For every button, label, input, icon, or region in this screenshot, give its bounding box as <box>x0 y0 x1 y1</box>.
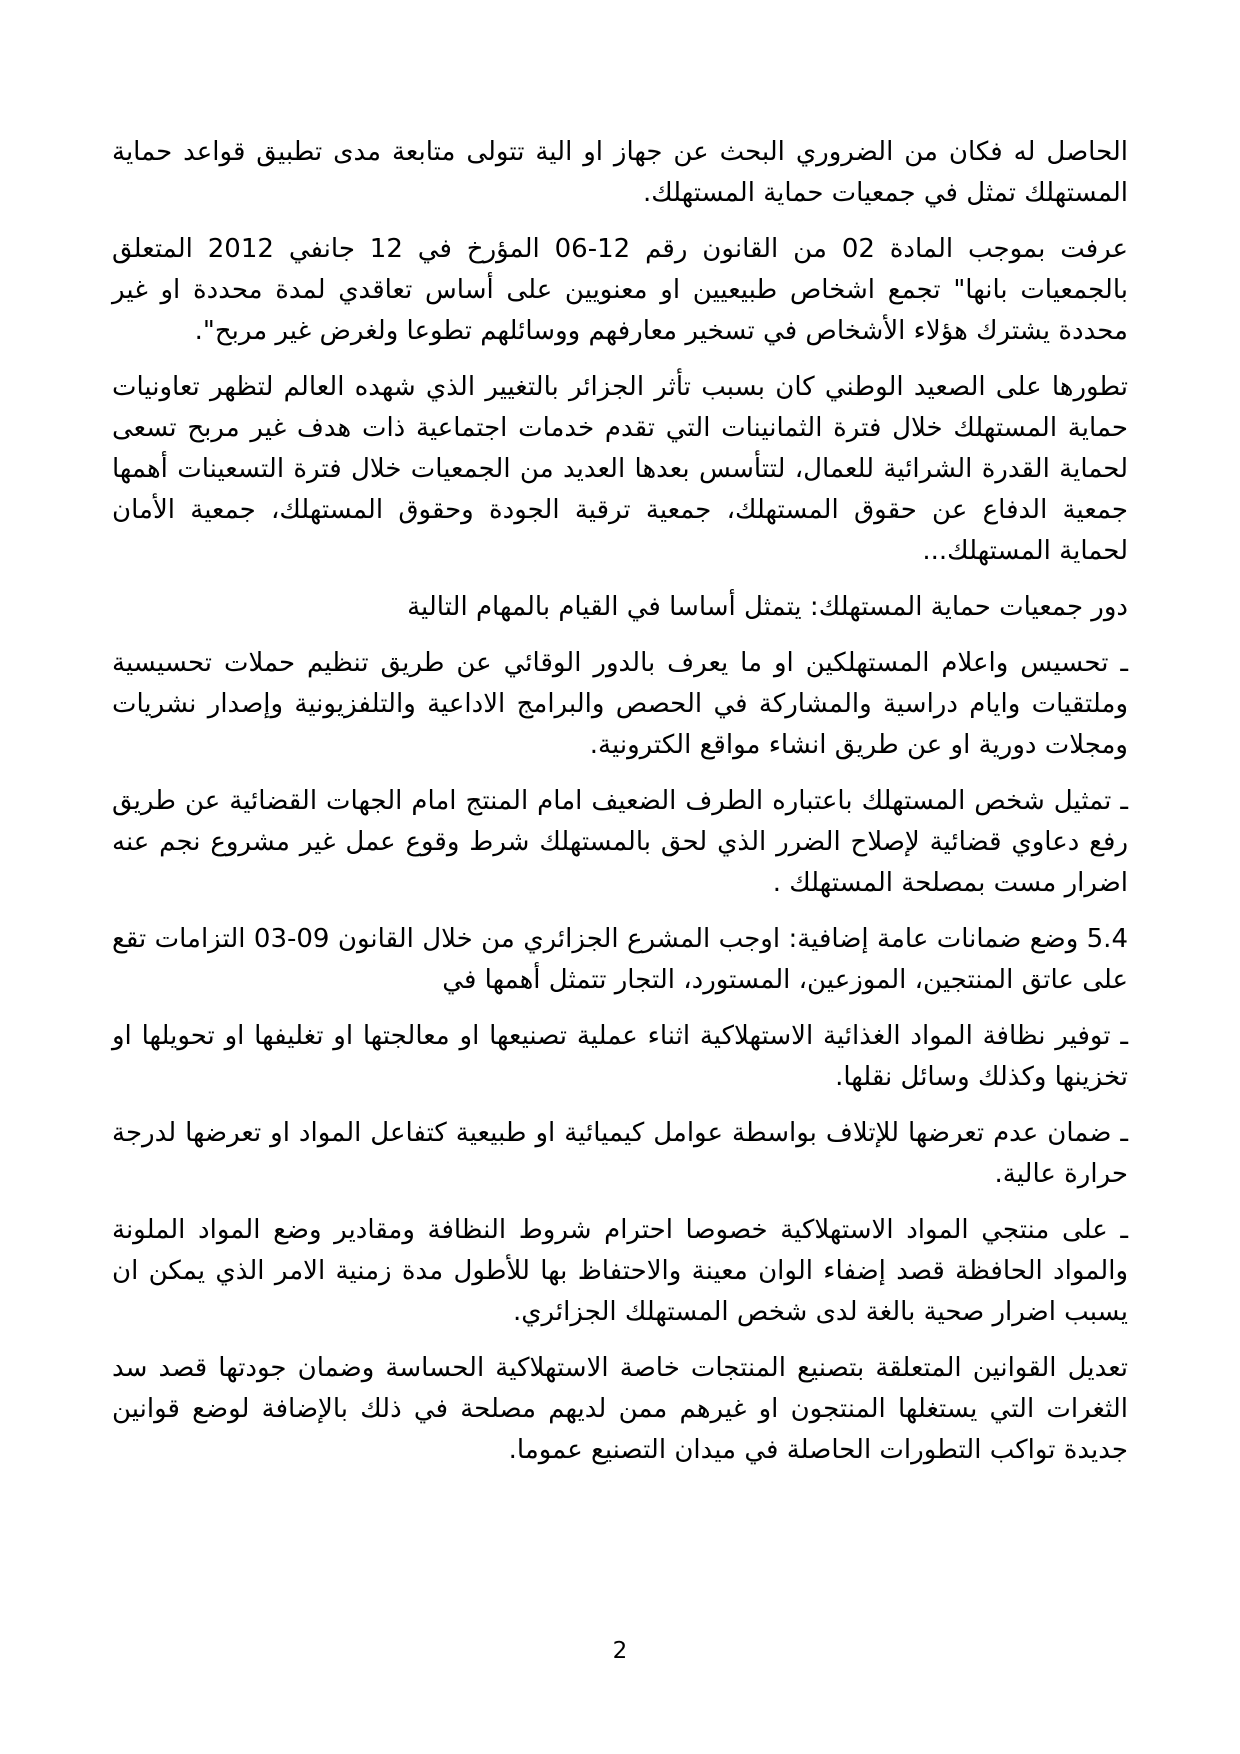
list-item-producers-obligations: ـ على منتجي المواد الاستهلاكية خصوصا احترام شروط النظافة ومقادير وضع المواد الملونة والمواد الحافظة قصد إضفاء الوان معينة والاحتفاظ بها للأطول مدة زمنية الامر الذي يمكن ان يسبب اضرار صحية بالغة لدى شخص المستهلك الجزائري. <box>112 1215 1128 1327</box>
paragraph-national-development: تطورها على الصعيد الوطني كان بسبب تأثر الجزائر بالتغيير الذي شهده العالم لتظهر تعاونيات حماية المستهلك خلال فترة الثمانينات التي تقدم خدمات اجتماعية ذات هدف غير مربح تسعى لحماية القدرة الشرائية للعمال، لتتأسس بعدها العديد من الجمعيات خلال فترة التسعينات أهمها جمعية الدفاع عن حقوق المستهلك، جمعية ترقية الجودة وحقوق المستهلك، جمعية الأمان لحماية المستهلك... <box>112 372 1128 566</box>
list-item-representation: ـ تمثيل شخص المستهلك باعتباره الطرف الضعيف امام المنتج امام الجهات القضائية عن طريق رفع دعاوي قضائية لإصلاح الضرر الذي لحق بالمستهلك شرط وقوع عمل غير مشروع نجم عنه اضرار مست بمصلحة المستهلك . <box>112 786 1128 898</box>
list-item-damage-prevention: ـ ضمان عدم تعرضها للإتلاف بواسطة عوامل كيميائية او طبيعية كتفاعل المواد او تعرضها لدرجة حرارة عالية. <box>112 1118 1128 1189</box>
paragraph-associations-role-heading: دور جمعيات حماية المستهلك: يتمثل أساسا في القيام بالمهام التالية <box>407 592 1128 622</box>
paragraph-intro-continuation: الحاصل له فكان من الضروري البحث عن جهاز او الية تتولى متابعة مدى تطبيق قواعد حماية المستهلك تمثل في جمعيات حماية المستهلك. <box>112 137 1128 208</box>
paragraph-association-definition: عرفت بموجب المادة 02 من القانون رقم 12-06 المؤرخ في 12 جانفي 2012 المتعلق بالجمعيات بانها" تجمع اشخاص طبيعيين او معنويين على أساس تعاقدي لمدة محددة او غير محددة يشترك هؤلاء الأشخاص في تسخير معارفهم ووسائلهم تطوعا ولغرض غير مربح". <box>112 234 1129 346</box>
list-item-awareness: ـ تحسيس واعلام المستهلكين او ما يعرف بالدور الوقائي عن طريق تنظيم حملات تحسيسية وملتقيات وايام دراسية والمشاركة في الحصص والبرامج الاداعية والتلفزيونية وإصدار نشريات ومجلات دورية او عن طريق انشاء مواقع الكترونية. <box>112 648 1128 760</box>
list-item-food-hygiene: ـ توفير نظافة المواد الغذائية الاستهلاكية اثناء عملية تصنيعها او معالجتها او تغليفها او تحويلها او تخزينها وكذلك وسائل نقلها. <box>112 1021 1128 1092</box>
paragraph-law-amendment: تعديل القوانين المتعلقة بتصنيع المنتجات خاصة الاستهلاكية الحساسة وضمان جودتها قصد سد الثغرات التي يستغلها المنتجون او غيرهم ممن لديهم مصلحة في ذلك بالإضافة لوضع قوانين جديدة تواكب التطورات الحاصلة في ميدان التصنيع عموما. <box>112 1353 1128 1465</box>
page-footer <box>0 1638 1240 1664</box>
document-body <box>112 132 1128 1486</box>
page-number: 2 <box>612 1638 628 1664</box>
paragraph-section-5-4-guarantees: 5.4 وضع ضمانات عامة إضافية: اوجب المشرع الجزائري من خلال القانون 09-03 التزامات تقع على عاتق المنتجين، الموزعين، المستورد، التجار تتمثل أهمها في <box>112 924 1128 995</box>
